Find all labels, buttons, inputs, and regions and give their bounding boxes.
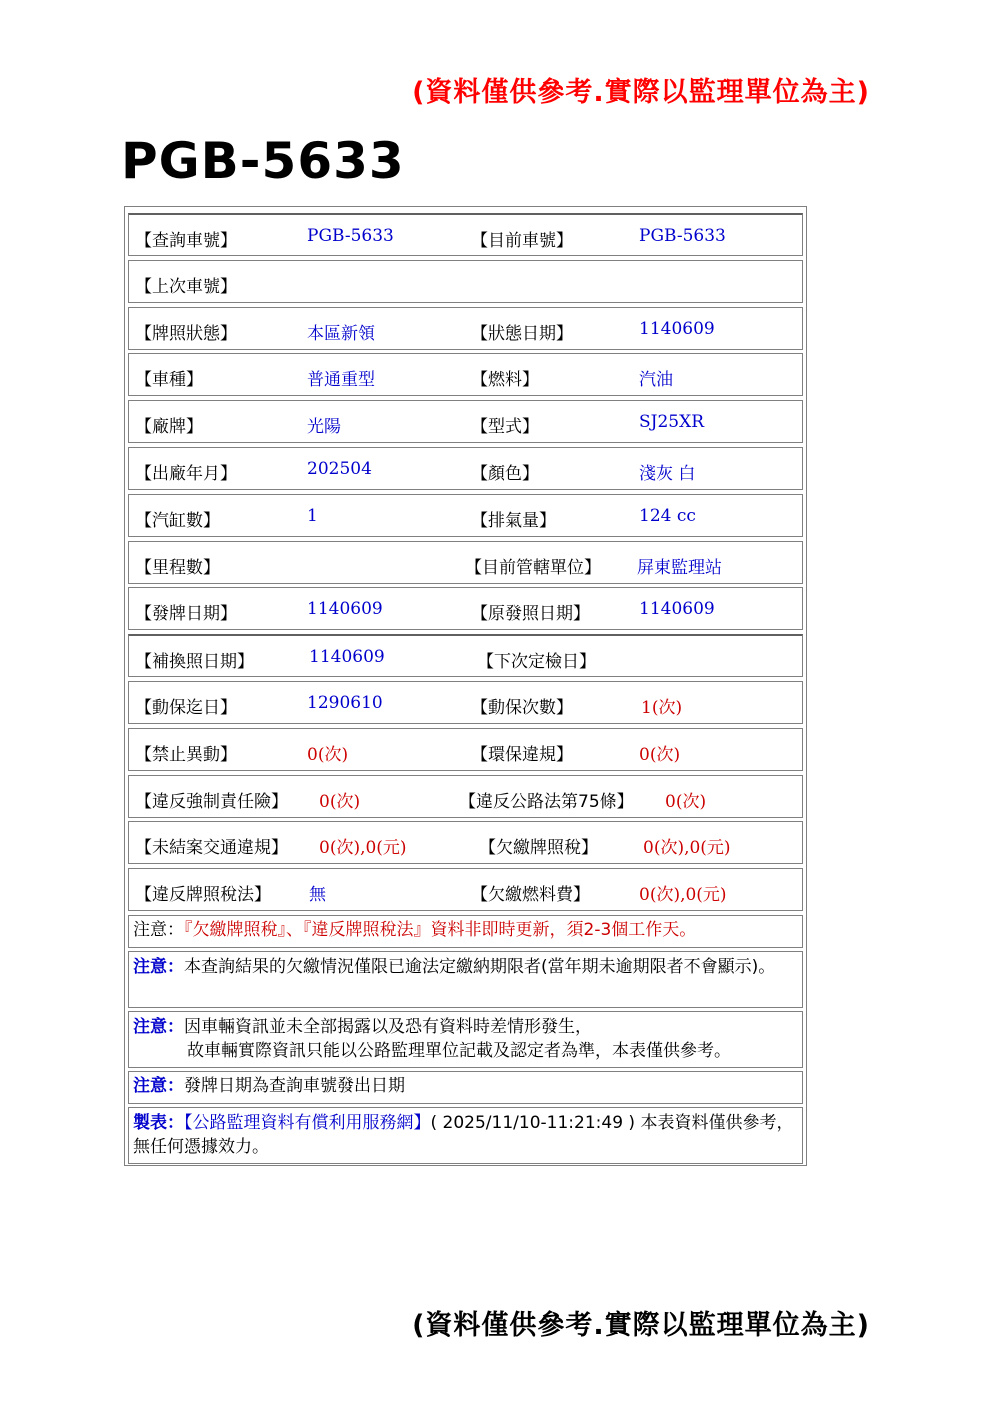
notice-box [128,1011,803,1068]
field-value: 0(次),0(元) [319,838,407,859]
field-label: 【欠繳燃料費】 [471,885,590,906]
field-label: 【型式】 [471,417,539,438]
table-row [128,353,803,396]
notice-box [128,1071,803,1104]
notice-text: 『欠繳牌照稅』、『違反牌照稅法』資料非即時更新，須2-3個工作天。 [184,919,697,940]
field-label: 【動保次數】 [471,697,573,718]
field-label: 【違反強制責任險】 [135,791,288,812]
field-label: 【牌照狀態】 [135,323,237,344]
field-value: 0(次) [639,744,681,765]
field-label: 【違反公路法第75條】 [459,791,634,812]
table-row [128,494,803,537]
notice-text: ( 2025/11/10-11:21:49 ) 本表資料僅供參考，無任何憑據效力。 [133,1112,794,1157]
field-value: PGB-5633 [307,226,394,246]
field-value: 202504 [307,458,372,479]
table-row [128,775,803,818]
notice-label: 製表： [133,1112,184,1133]
table-row [128,307,803,350]
field-label: 【未結案交通違規】 [135,838,288,859]
disclaimer-top: (資料僅供參考.實際以監理單位為主) [412,77,870,108]
field-label: 【環保違規】 [471,744,573,765]
vehicle-report-table [124,206,807,1166]
field-value: 屏東監理站 [637,557,722,578]
field-value: 光陽 [307,417,341,438]
field-label: 【燃料】 [471,370,539,391]
table-row [128,728,803,771]
table-row [128,587,803,630]
notice-text: 本查詢結果的欠繳情況僅限已逾法定繳納期限者(當年期未逾期限者不會顯示)。 [184,956,776,977]
table-row [128,541,803,584]
notice-label: 注意： [133,1016,184,1037]
field-value: 無 [309,885,326,906]
field-value: 1140609 [309,647,385,668]
notice-box [128,1107,803,1164]
field-value: PGB-5633 [639,226,726,246]
notice-text: 故車輛實際資訊只能以公路監理單位記載及認定者為準，本表僅供參考。 [187,1040,731,1061]
table-row [128,868,803,911]
field-label: 【原發照日期】 [471,604,590,625]
notice-box [128,915,803,948]
field-label: 【查詢車號】 [135,231,237,251]
table-row [128,213,803,256]
field-value: 1 [307,505,318,526]
field-value: 淺灰 白 [639,463,696,484]
notice-text: 發牌日期為查詢車號發出日期 [184,1075,405,1096]
field-label: 【出廠年月】 [135,463,237,484]
field-value: 本區新領 [307,323,375,344]
field-value: 1(次) [641,697,683,718]
notice-label: 注意： [133,1075,184,1096]
field-value: 1140609 [639,599,715,620]
notice-box [128,951,803,1008]
table-row [128,681,803,724]
disclaimer-bottom: (資料僅供參考.實際以監理單位為主) [412,1310,870,1341]
field-value: 1140609 [307,599,383,620]
field-value: 0(次) [319,791,361,812]
field-label: 【上次車號】 [135,276,237,297]
field-value: 1140609 [639,318,715,339]
notice-text: 因車輛資訊並未全部揭露以及恐有資料時差情形發生， [184,1016,592,1037]
field-label: 【排氣量】 [471,510,556,531]
field-label: 【下次定檢日】 [477,652,596,673]
field-label: 【車種】 [135,370,203,391]
field-value: 普通重型 [307,370,375,391]
field-label: 【禁止異動】 [135,744,237,765]
field-label: 【顏色】 [471,463,539,484]
table-row [128,400,803,443]
table-row [128,634,803,677]
field-value: 0(次) [307,744,349,765]
field-label: 【里程數】 [135,557,220,578]
field-label: 【違反牌照稅法】 [135,885,271,906]
field-label: 【狀態日期】 [471,323,573,344]
notice-label: 注意： [133,956,184,977]
field-label: 【汽缸數】 [135,510,220,531]
field-value: SJ25XR [639,412,704,433]
field-label: 【廠牌】 [135,417,203,438]
page-title: PGB-5633 [121,132,405,190]
field-value: 汽油 [639,370,673,391]
field-label: 【發牌日期】 [135,604,237,625]
field-value: 0(次),0(元) [643,838,731,859]
field-label: 【目前車號】 [471,231,573,251]
field-label: 【欠繳牌照稅】 [479,838,598,859]
field-value: 0(次) [665,791,707,812]
field-value: 0(次),0(元) [639,885,727,906]
field-label: 【動保迄日】 [135,697,237,718]
field-value: 1290610 [307,692,383,713]
table-row [128,447,803,490]
notice-label: 注意： [133,919,184,940]
table-row [128,260,803,303]
field-label: 【補換照日期】 [135,652,254,673]
table-row [128,821,803,864]
service-name: 【公路監理資料有償利用服務網】 [184,1112,431,1133]
field-value: 124 cc [639,505,696,526]
field-label: 【目前管轄單位】 [465,557,601,578]
